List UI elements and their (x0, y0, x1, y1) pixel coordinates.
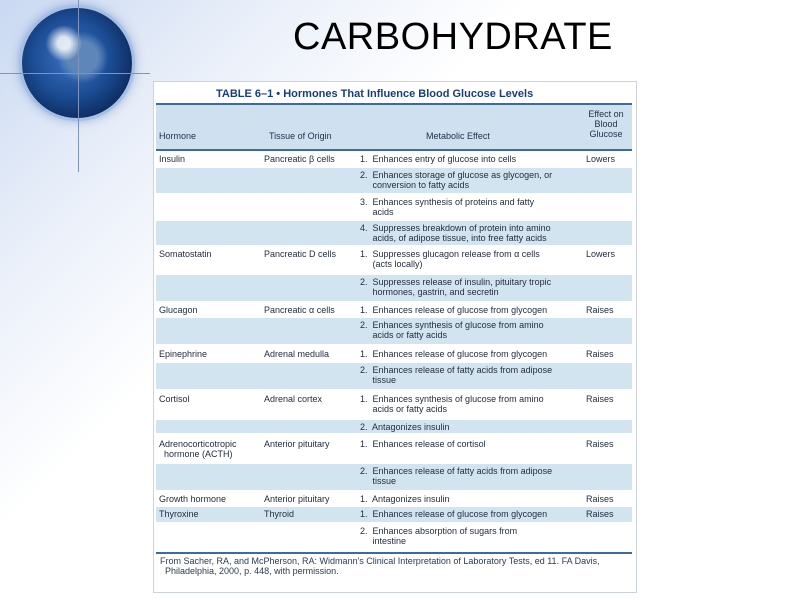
hormone-cell: Cortisol (159, 394, 190, 404)
table-row (156, 347, 632, 361)
table-row (156, 275, 632, 301)
globe-logo (22, 8, 132, 118)
table-row (156, 492, 632, 505)
table-row (156, 464, 632, 490)
effect-cell: 3. Enhances synthesis of proteins and fatty acids (360, 197, 535, 217)
table-row (156, 524, 632, 552)
effect-cell: 2. Enhances storage of glucose as glycogen, or conversion to fatty acids (360, 170, 553, 190)
effect-cell: 1. Suppresses glucagon release from α cells (acts locally) (360, 249, 540, 269)
header-effect: Metabolic Effect (426, 131, 490, 141)
table-header (156, 105, 632, 149)
blood-glucose-cell: Lowers (586, 154, 616, 164)
tissue-cell: Pancreatic D cells (264, 249, 337, 259)
blood-glucose-cell: Raises (586, 439, 614, 449)
table-row (156, 420, 632, 433)
blood-glucose-cell: Raises (586, 305, 614, 315)
hormone-cell: Adrenocorticotropic hormone (ACTH) (159, 439, 237, 459)
tissue-cell: Anterior pituitary (264, 494, 330, 504)
effect-cell: 2. Enhances absorption of sugars from intestine (360, 526, 518, 546)
blood-glucose-cell: Raises (586, 394, 614, 404)
effect-cell: 2. Enhances release of fatty acids from adipose tissue (360, 466, 553, 486)
table-row (156, 152, 632, 166)
tissue-cell: Thyroid (264, 509, 295, 519)
slide-title: CARBOHYDRATE (293, 16, 613, 58)
tissue-cell: Pancreatic α cells (264, 305, 335, 315)
horizontal-decor-line (0, 73, 150, 74)
header-blood-glucose: Effect on Blood Glucose (588, 109, 624, 139)
blood-glucose-cell: Raises (586, 509, 614, 519)
header-bottom-rule (156, 149, 632, 151)
effect-cell: 1. Enhances release of glucose from glycogen (360, 349, 548, 359)
table-row (156, 392, 632, 418)
source-note: From Sacher, RA, and McPherson, RA: Widmann's Clinical Interpretation of Laboratory Tests, ed 11. FA Davis, Philadelphia, 2000, p. 448, with permission. (160, 556, 600, 576)
table-row (156, 318, 632, 344)
effect-cell: 2. Antagonizes insulin (360, 422, 450, 432)
blood-glucose-cell: Raises (586, 494, 614, 504)
effect-cell: 4. Suppresses breakdown of protein into amino acids, of adipose tissue, into free fatty acids (360, 223, 551, 243)
effect-cell: 2. Suppresses release of insulin, pituitary tropic hormones, gastrin, and secretin (360, 277, 552, 297)
effect-cell: 2. Enhances release of fatty acids from adipose tissue (360, 365, 553, 385)
table-row (156, 221, 632, 245)
tissue-cell: Adrenal medulla (264, 349, 330, 359)
table-row (156, 195, 632, 219)
effect-cell: 1. Enhances entry of glucose into cells (360, 154, 517, 164)
table-caption: TABLE 6–1 • Hormones That Influence Blood Glucose Levels (216, 88, 534, 100)
vertical-decor-line (78, 0, 79, 172)
blood-glucose-cell: Raises (586, 349, 614, 359)
tissue-cell: Pancreatic β cells (264, 154, 335, 164)
table-row (156, 247, 632, 273)
hormone-cell: Growth hormone (159, 494, 227, 504)
hormone-cell: Thyroxine (159, 509, 199, 519)
hormone-cell: Glucagon (159, 305, 198, 315)
effect-cell: 1. Enhances release of glucose from glycogen (360, 509, 548, 519)
effect-cell: 2. Enhances synthesis of glucose from amino acids or fatty acids (360, 320, 544, 340)
hormone-cell: Insulin (159, 154, 186, 164)
blood-glucose-cell: Lowers (586, 249, 616, 259)
table-row (156, 507, 632, 522)
tissue-cell: Anterior pituitary (264, 439, 330, 449)
effect-cell: 1. Enhances release of glucose from glycogen (360, 305, 548, 315)
tissue-cell: Adrenal cortex (264, 394, 323, 404)
effect-cell: 1. Enhances synthesis of glucose from amino acids or fatty acids (360, 394, 544, 414)
table-row (156, 363, 632, 389)
table-row (156, 303, 632, 316)
effect-cell: 1. Antagonizes insulin (360, 494, 450, 504)
table-row (156, 437, 632, 462)
header-tissue: Tissue of Origin (269, 131, 332, 141)
effect-cell: 1. Enhances release of cortisol (360, 439, 486, 449)
hormone-table (153, 81, 637, 593)
table-row (156, 168, 632, 193)
header-hormone: Hormone (159, 131, 197, 141)
table-bottom-rule (156, 552, 632, 554)
hormone-cell: Epinephrine (159, 349, 208, 359)
hormone-cell: Somatostatin (159, 249, 212, 259)
